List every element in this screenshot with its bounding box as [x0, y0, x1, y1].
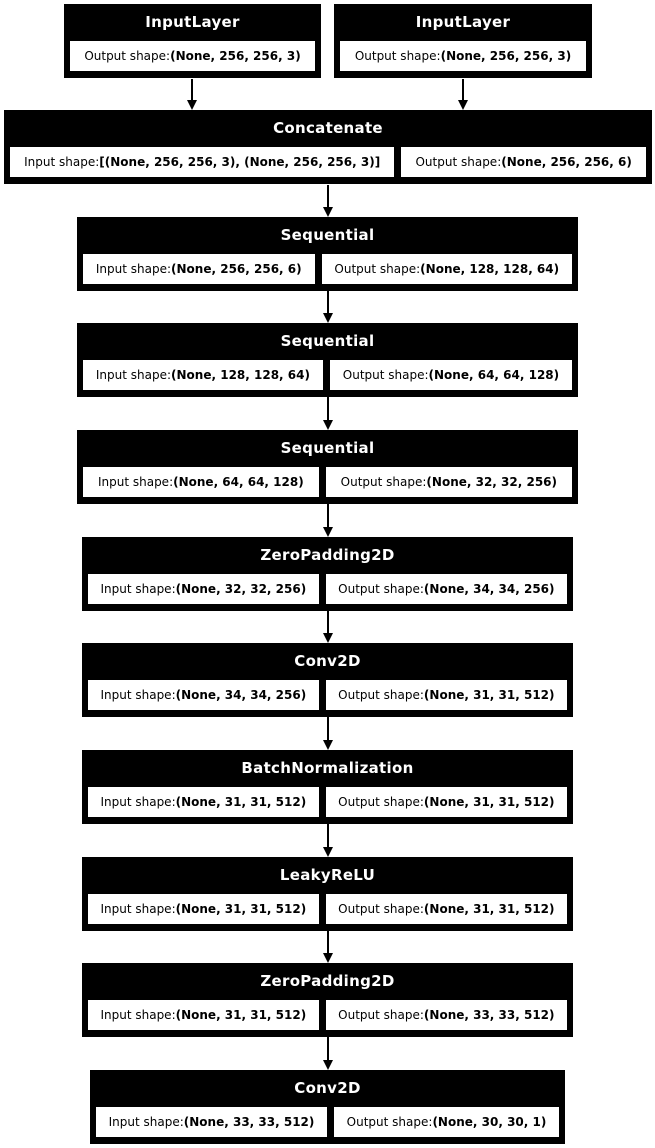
layer-node-sequential-2: [77, 323, 578, 397]
layer-type-label: Sequential: [280, 439, 375, 457]
layer-type-label: Sequential: [280, 332, 375, 350]
edge-line: [327, 824, 329, 848]
output-shape-cell: [324, 785, 569, 819]
edge-arrow-down-icon: [322, 185, 334, 217]
edge-arrow-down-icon: [322, 397, 334, 430]
output-shape-cell: [399, 145, 648, 179]
edge-line: [327, 397, 329, 421]
input-shape-cell: [86, 892, 321, 926]
shape-label: Input shape:: [100, 688, 176, 702]
layer-node-input-layer-2: [334, 4, 592, 78]
output-shape-cell: [328, 358, 574, 392]
edge-line: [327, 717, 329, 741]
shape-label: Output shape:: [346, 1115, 433, 1129]
edge-line: [327, 611, 329, 634]
shape-cells-row: [86, 785, 569, 819]
shape-label: Output shape:: [342, 368, 429, 382]
shape-value: (None, 30, 30, 1): [432, 1115, 547, 1129]
layer-node-batch-normalization: [82, 750, 573, 824]
shape-label: Output shape:: [340, 475, 427, 489]
arrowhead-icon: [323, 1060, 333, 1070]
layer-type-label: InputLayer: [145, 13, 240, 31]
arrowhead-icon: [323, 847, 333, 857]
output-shape-cell: [68, 39, 317, 73]
output-shape-cell: [324, 465, 574, 499]
output-shape-cell: [324, 892, 569, 926]
shape-value: (None, 31, 31, 512): [423, 795, 555, 809]
input-shape-cell: [81, 465, 321, 499]
shape-cells-row: [81, 465, 574, 499]
layer-node-zero-padding2d-2: [82, 963, 573, 1037]
arrowhead-icon: [323, 633, 333, 643]
shape-value: (None, 256, 256, 6): [501, 155, 632, 169]
shape-value: (None, 64, 64, 128): [428, 368, 560, 382]
edge-line: [327, 185, 329, 208]
shape-cells-row: [81, 252, 574, 286]
shape-cells-row: [81, 358, 574, 392]
edge-line: [462, 79, 464, 101]
shape-value: (None, 31, 31, 512): [423, 902, 555, 916]
shape-value: (None, 128, 128, 64): [420, 262, 560, 276]
layer-type-label: Conv2D: [294, 1079, 361, 1097]
arrowhead-icon: [323, 953, 333, 963]
layer-type-label: Conv2D: [294, 652, 361, 670]
layer-type-label: ZeroPadding2D: [260, 972, 395, 990]
arrowhead-icon: [187, 100, 197, 110]
shape-value: (None, 34, 34, 256): [175, 688, 307, 702]
shape-label: Input shape:: [97, 475, 174, 489]
input-shape-cell: [81, 252, 317, 286]
layer-type-label: InputLayer: [415, 13, 511, 31]
shape-cells-row: [86, 892, 569, 926]
shape-value: [(None, 256, 256, 3), (None, 256, 256, 3)]: [99, 155, 381, 169]
edge-arrow-down-icon: [322, 504, 334, 537]
input-shape-cell: [86, 678, 321, 712]
shape-value: (None, 33, 33, 512): [183, 1115, 315, 1129]
input-shape-cell: [81, 358, 325, 392]
edge-line: [327, 1037, 329, 1061]
output-shape-cell: [324, 998, 569, 1032]
shape-label: Input shape:: [95, 368, 172, 382]
layer-node-conv2d-1: [82, 643, 573, 717]
shape-label: Input shape:: [108, 1115, 184, 1129]
arrowhead-icon: [323, 740, 333, 750]
layer-node-sequential-3: [77, 430, 578, 504]
shape-value: (None, 31, 31, 512): [423, 688, 555, 702]
layer-node-sequential-1: [77, 217, 578, 291]
shape-label: Output shape:: [338, 1008, 424, 1022]
input-shape-cell: [86, 785, 321, 819]
layer-node-input-layer-1: [64, 4, 321, 78]
shape-value: (None, 64, 64, 128): [173, 475, 304, 489]
shape-value: (None, 32, 32, 256): [426, 475, 558, 489]
output-shape-cell: [332, 1105, 561, 1139]
input-shape-cell: [94, 1105, 329, 1139]
layer-type-label: BatchNormalization: [241, 759, 414, 777]
shape-label: Output shape:: [415, 155, 502, 169]
edge-line: [327, 504, 329, 528]
edge-arrow-down-icon: [186, 79, 198, 110]
layer-type-label: ZeroPadding2D: [260, 546, 395, 564]
edge-arrow-down-icon: [322, 824, 334, 857]
input-shape-cell: [8, 145, 396, 179]
layer-node-conv2d-2: [90, 1070, 565, 1144]
shape-value: (None, 128, 128, 64): [171, 368, 310, 382]
shape-label: Input shape:: [24, 155, 100, 169]
output-shape-cell: [320, 252, 575, 286]
layer-node-leaky-relu: [82, 857, 573, 931]
shape-label: Output shape:: [338, 688, 424, 702]
shape-label: Input shape:: [100, 582, 176, 596]
shape-value: (None, 256, 256, 3): [170, 49, 301, 63]
shape-label: Input shape:: [95, 262, 172, 276]
shape-cells-row: [68, 39, 317, 73]
shape-value: (None, 256, 256, 3): [440, 49, 572, 63]
input-shape-cell: [86, 998, 321, 1032]
shape-label: Input shape:: [100, 902, 176, 916]
output-shape-cell: [338, 39, 588, 73]
shape-label: Output shape:: [354, 49, 441, 63]
edge-arrow-down-icon: [322, 291, 334, 323]
input-shape-cell: [86, 572, 321, 606]
shape-value: (None, 34, 34, 256): [423, 582, 555, 596]
shape-value: (None, 31, 31, 512): [175, 795, 307, 809]
shape-cells-row: [86, 998, 569, 1032]
shape-value: (None, 31, 31, 512): [175, 902, 307, 916]
layer-type-label: LeakyReLU: [279, 866, 376, 884]
edge-arrow-down-icon: [457, 79, 469, 110]
edge-arrow-down-icon: [322, 717, 334, 750]
arrowhead-icon: [323, 420, 333, 430]
edge-arrow-down-icon: [322, 1037, 334, 1070]
edge-line: [191, 79, 193, 101]
layer-node-concatenate: [4, 110, 652, 184]
shape-label: Output shape:: [338, 902, 424, 916]
shape-label: Output shape:: [84, 49, 171, 63]
arrowhead-icon: [458, 100, 468, 110]
edge-arrow-down-icon: [322, 611, 334, 643]
shape-cells-row: [338, 39, 588, 73]
arrowhead-icon: [323, 313, 333, 323]
edge-arrow-down-icon: [322, 931, 334, 963]
layer-node-zero-padding2d-1: [82, 537, 573, 611]
edge-line: [327, 291, 329, 314]
edge-line: [327, 931, 329, 954]
shape-label: Output shape:: [338, 582, 424, 596]
shape-label: Output shape:: [334, 262, 421, 276]
shape-cells-row: [86, 572, 569, 606]
shape-label: Input shape:: [100, 1008, 176, 1022]
shape-value: (None, 256, 256, 6): [171, 262, 302, 276]
shape-cells-row: [8, 145, 648, 179]
shape-cells-row: [94, 1105, 561, 1139]
layer-type-label: Concatenate: [273, 119, 383, 137]
arrowhead-icon: [323, 207, 333, 217]
output-shape-cell: [324, 572, 569, 606]
shape-label: Input shape:: [100, 795, 176, 809]
shape-cells-row: [86, 678, 569, 712]
arrowhead-icon: [323, 527, 333, 537]
shape-label: Output shape:: [338, 795, 424, 809]
shape-value: (None, 32, 32, 256): [175, 582, 307, 596]
shape-value: (None, 33, 33, 512): [423, 1008, 555, 1022]
shape-value: (None, 31, 31, 512): [175, 1008, 307, 1022]
output-shape-cell: [324, 678, 569, 712]
layer-type-label: Sequential: [280, 226, 375, 244]
